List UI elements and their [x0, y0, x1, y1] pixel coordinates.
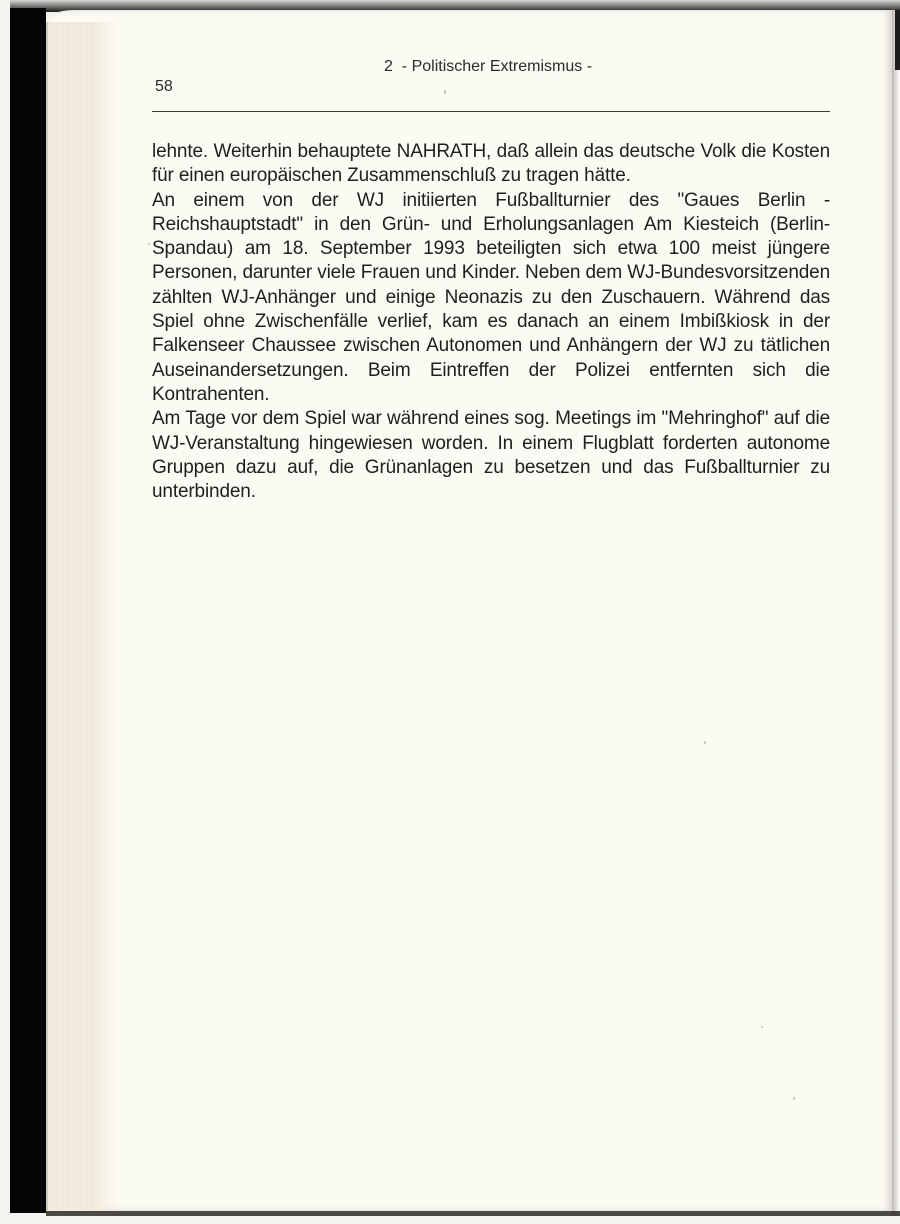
body-text — [152, 140, 830, 504]
scan-speck — [761, 1026, 763, 1028]
paragraph: An einem von der WJ initiierten Fußballturnier des "Gaues Berlin - Reichshauptstadt" in den Grün- und Erholungsanlagen Am Kiesteich (Berlin-Spandau) am 18. September 1993 beteiligten sich etwa 100 meist jüngere Personen, darunter viele Frauen und Kinder. Neben dem WJ-Bundesvorsitzenden zählten WJ-Anhänger und einige Neonazis zu den Zuschauern. Während das Spiel ohne Zwischenfälle verlief, kam es danach an einem Imbißkiosk in der Falkenseer Chaussee zwischen Autonomen und Anhängern der WJ zu tätlichen Auseinandersetzungen. Beim Eintreffen der Polizei entfernten sich die Kontrahenten. — [152, 189, 830, 405]
page-stack-edge — [46, 22, 94, 1212]
paragraph: Am Tage vor dem Spiel war während eines sog. Meetings im "Mehringhof" auf die WJ-Veranstaltung hingewiesen worden. In einem Flugblatt forderten autonome Gruppen dazu auf, die Grünanlagen zu besetzen und das Fußballturnier zu unterbinden. — [152, 408, 830, 503]
scan-speck — [148, 243, 150, 245]
book-cover-right-corner — [895, 10, 900, 70]
running-head: 2 - Politischer Extremismus - — [384, 58, 593, 75]
scan-speck — [444, 90, 446, 94]
scan-speck — [704, 741, 706, 744]
page-gutter-shade — [92, 22, 120, 1212]
book-cover-bottom-edge — [46, 1211, 900, 1216]
page-header — [152, 56, 830, 116]
paragraph: lehnte. Weiterhin behauptete NAHRATH, daß allein das deutsche Volk die Kosten für einen europäischen Zusammenschluß zu tragen hätte. — [152, 141, 830, 187]
page-number: 58 — [155, 78, 173, 95]
header-rule — [152, 111, 830, 112]
book-cover-left-edge — [10, 8, 46, 1213]
scan-speck — [793, 1097, 795, 1100]
page-right-edge-shadow — [892, 10, 900, 1216]
